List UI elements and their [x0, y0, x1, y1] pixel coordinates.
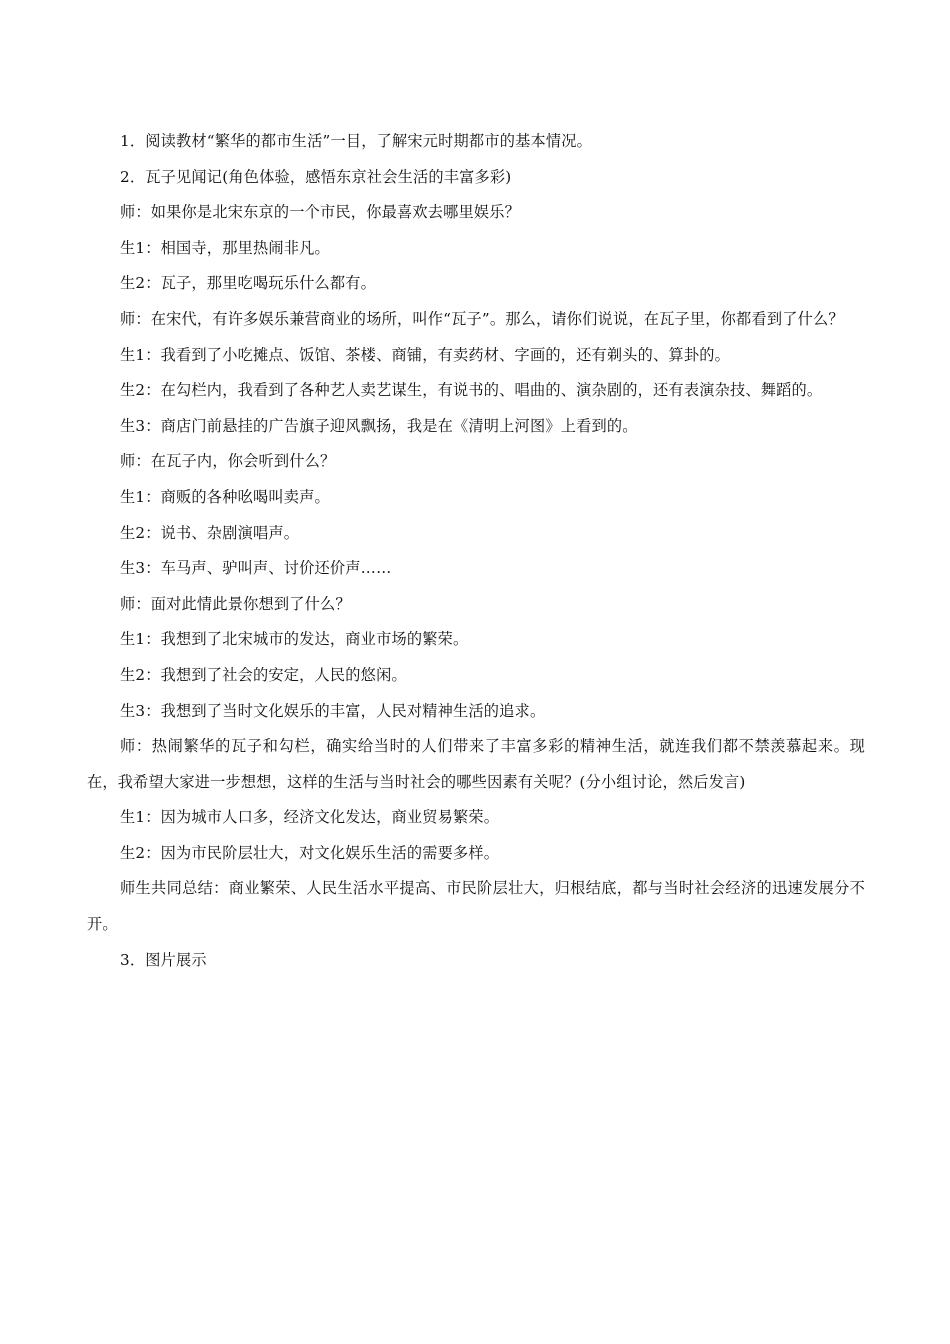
paragraph-image-display: 3．图片展示 [120, 950, 207, 969]
paragraph-student-answer: 生3：车马声、驴叫声、讨价还价声…… [120, 559, 392, 578]
paragraph-teacher-question-4: 师：面对此情此景你想到了什么？ [120, 594, 351, 613]
paragraph-student-answer: 生1：我想到了北宋城市的发达，商业市场的繁荣。 [120, 630, 469, 649]
document-body [87, 124, 865, 978]
paragraph-teacher-question-2: 师：在宋代，有许多娱乐兼营商业的场所，叫作“瓦子”。那么，请你们说说，在瓦子里，你都看到了什么？ [120, 309, 844, 328]
paragraph-student-answer: 生1：商贩的各种吆喝叫卖声。 [120, 487, 330, 506]
paragraph-reading-task: 1．阅读教材“繁华的都市生活”一目，了解宋元时期都市的基本情况。 [120, 132, 593, 150]
paragraph-teacher-discussion: 师：热闹繁华的瓦子和勾栏，确实给当时的人们带来了丰富多彩的精神生活，就连我们都不禁羡慕起来。现在，我希望大家进一步想想，这样的生活与当时社会的哪些因素有关呢？(分小组讨论，然后发言) [87, 737, 865, 791]
paragraph-student-answer: 生1：因为城市人口多，经济文化发达，商业贸易繁荣。 [120, 808, 500, 827]
paragraph-student-answer: 生2：我想到了社会的安定，人民的悠闲。 [120, 665, 407, 684]
paragraph-student-answer: 生2：说书、杂剧演唱声。 [120, 523, 300, 542]
paragraph-student-answer: 生2：瓦子，那里吃喝玩乐什么都有。 [120, 274, 377, 293]
paragraph-teacher-question-3: 师：在瓦子内，你会听到什么？ [120, 452, 336, 471]
paragraph-summary: 师生共同总结：商业繁荣、人民生活水平提高、市民阶层壮大，归根结底，都与当时社会经济的迅速发展分不开。 [87, 879, 865, 934]
paragraph-student-answer: 生1：相国寺，那里热闹非凡。 [120, 238, 330, 257]
paragraph-teacher-question-1: 师：如果你是北宋东京的一个市民，你最喜欢去哪里娱乐？ [120, 203, 521, 222]
paragraph-student-answer: 生3：商店门前悬挂的广告旗子迎风飘扬，我是在《清明上河图》上看到的。 [120, 416, 638, 435]
paragraph-student-answer: 生3：我想到了当时文化娱乐的丰富，人民对精神生活的追求。 [120, 701, 546, 720]
paragraph-student-answer: 生2：因为市民阶层壮大，对文化娱乐生活的需要多样。 [120, 843, 500, 862]
paragraph-student-answer: 生2：在勾栏内，我看到了各种艺人卖艺谋生，有说书的、唱曲的、演杂剧的，还有表演杂技、舞蹈的。 [120, 381, 823, 400]
paragraph-wazi-title: 2．瓦子见闻记(角色体验，感悟东京社会生活的丰富多彩) [120, 167, 512, 186]
paragraph-student-answer: 生1：我看到了小吃摊点、饭馆、茶楼、商铺，有卖药材、字画的，还有剃头的、算卦的。 [120, 345, 730, 364]
